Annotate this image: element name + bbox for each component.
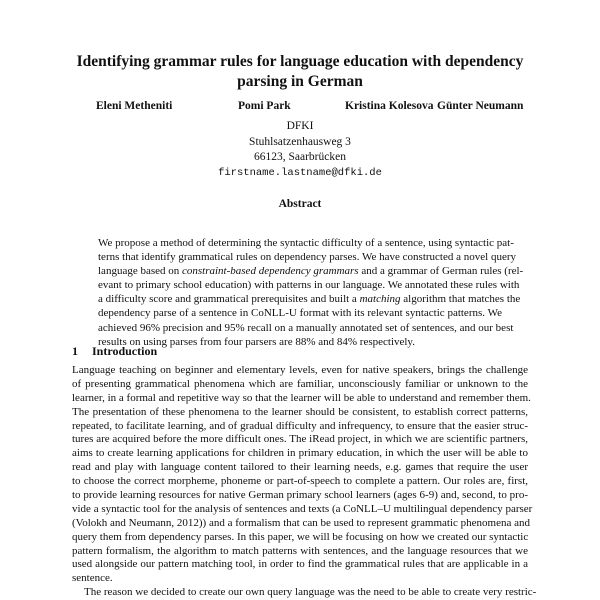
body-line: pattern formalism, the algorithm to match patterns with sentences, and the language resources that we [72, 544, 528, 557]
body-text [72, 364, 537, 600]
abstract-line: dependency parse of a sentence in CoNLL-U format with its relevant syntactic patterns. We [98, 307, 502, 320]
body-line: vide a syntactic tool for the analysis of sentences and texts (a CoNLL–U multilingual dependency parser [72, 502, 533, 515]
author: Günter Neumann [437, 100, 524, 112]
body-line: used alongside our pattern matching tool, in order to find the grammatical rules that are applicable in a [72, 558, 528, 571]
body-line: to provide learning resources for native German primary school learners (ages 6-9) and, second, to pro- [72, 489, 528, 502]
affiliation-email: firstname.lastname@dfki.de [218, 166, 382, 179]
affiliation-street: Stuhlsatzenhausweg 3 [249, 135, 351, 148]
title-line: parsing in German [237, 73, 363, 90]
affiliation-city: 66123, Saarbrücken [254, 151, 346, 163]
section-number: 1 [72, 344, 78, 358]
paper-title [60, 52, 540, 92]
section-title: Introduction [92, 344, 158, 358]
body-line: to choose the correct morpheme, phoneme or part-of-speech to complete a pattern. Our roles are, first, [72, 475, 528, 488]
body-line: query them from dependency parses. In this paper, we will be focusing on how we created our syntactic [72, 530, 529, 543]
body-line: tures are acquired before the more difficult ones. The iRead project, in which we are scientific partners, [72, 433, 528, 446]
body-line: (Volokh and Neumann, 2012)) and a formalism that can be used to represent grammatic phenomena and [72, 516, 530, 529]
affiliation-org: DFKI [286, 120, 314, 132]
body-line: read and play with language content tailored to their learning needs, e.g. games that require the user [72, 461, 528, 474]
abstract-line: terns that identify grammatical rules on dependency parses. We have constructed a novel query [98, 251, 516, 264]
body-line: sentence. [72, 572, 113, 585]
affiliation [150, 119, 450, 181]
abstract-line: language based on constraint-based dependency grammars and a grammar of German rules (rel- [98, 265, 524, 278]
body-line: Language teaching on beginner and elementary levels, even for native speakers, brings the challenge [72, 364, 528, 376]
section-heading [72, 344, 171, 359]
body-line: learner, in a formal and repetitive way so that the learner will be able to understand and remember them. [72, 391, 531, 404]
author: Pomi Park [238, 100, 291, 112]
abstract-line: evant to primary school education) with patterns in our language. We annotated these rules with [98, 279, 520, 292]
body-line: The reason we decided to create our own query language was the need to be able to create very restric- [84, 586, 537, 599]
abstract-line: a difficulty score and grammatical prerequisites and built a matching algorithm that matches the [98, 293, 521, 306]
body-line: of presenting grammatical phenomena which are familiar, unconsciously familiar or unknown to the [72, 377, 528, 390]
abstract-line: results on using parses from four parsers are 88% and 84% respectively. [98, 335, 415, 348]
body-line: aims to create learning applications for children in primary education, in which the user will be able to [72, 447, 528, 460]
author: Kristina Kolesova [345, 100, 434, 112]
title-line: Identifying grammar rules for language education with dependency [76, 53, 524, 70]
body-line: The presentation of these phenomena to the learner should be consistent, to establish correct patterns, [72, 405, 528, 418]
author: Eleni Metheniti [96, 100, 173, 112]
abstract-body [98, 236, 524, 349]
abstract-line: We propose a method of determining the syntactic difficulty of a sentence, using syntactic pat- [98, 237, 514, 249]
abstract-heading: Abstract [278, 198, 322, 210]
abstract-line: achieved 96% precision and 95% recall on a manually annotated set of sentences, and our best [98, 321, 514, 334]
body-line: repeated, to facilitate learning, and of gradual difficulty and infrequency, to ensure that the easier struc- [72, 419, 528, 432]
